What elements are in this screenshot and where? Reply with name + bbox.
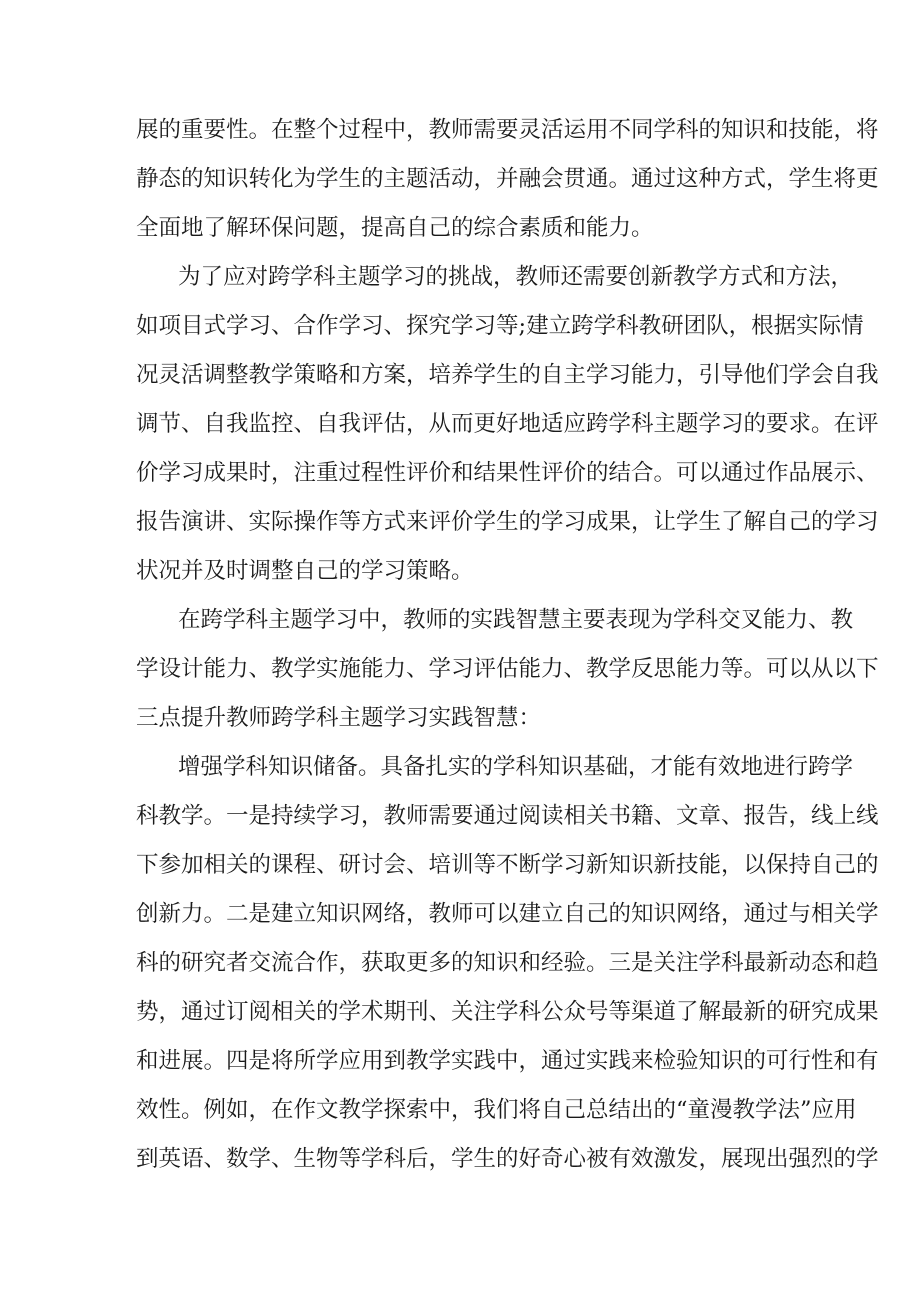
text-line: 价学习成果时，注重过程性评价和结果性评价的结合。可以通过作品展示、 [136,460,879,486]
text-line: 效性。例如，在作文教学探索中，我们将自己总结出的“童漫教学法”应用 [136,1097,857,1123]
text-line: 况灵活调整教学策略和方案，培养学生的自主学习能力，引导他们学会自我 [136,362,879,388]
text-line: 三点提升教师跨学科主题学习实践智慧： [136,705,542,731]
text-line: 到英语、数学、生物等学科后，学生的好奇心被有效激发，展现出强烈的学 [136,1146,879,1172]
text-line: 静态的知识转化为学生的主题活动，并融会贯通。通过这种方式，学生将更 [136,166,879,192]
text-line: 下参加相关的课程、研讨会、培训等不断学习新知识新技能，以保持自己的 [136,852,879,878]
text-line: 创新力。二是建立知识网络，教师可以建立自己的知识网络，通过与相关学 [136,901,879,927]
text-line: 展的重要性。在整个过程中，教师需要灵活运用不同学科的知识和技能，将 [136,117,879,143]
text-line: 势，通过订阅相关的学术期刊、关注学科公众号等渠道了解最新的研究成果 [136,999,879,1025]
text-line: 调节、自我监控、自我评估，从而更好地适应跨学科主题学习的要求。在评 [136,411,879,437]
text-line: 学设计能力、教学实施能力、学习评估能力、教学反思能力等。可以从以下 [136,656,879,682]
text-line: 全面地了解环保问题，提高自己的综合素质和能力。 [136,215,654,241]
text-line: 和进展。四是将所学应用到教学实践中，通过实践来检验知识的可行性和有 [136,1048,879,1074]
text-line: 科的研究者交流合作，获取更多的知识和经验。三是关注学科最新动态和趋 [136,950,879,976]
text-line: 如项目式学习、合作学习、探究学习等;建立跨学科教研团队，根据实际情 [136,313,864,339]
paragraph-first-line: 在跨学科主题学习中，教师的实践智慧主要表现为学科交叉能力、教 [178,607,854,633]
text-line: 报告演讲、实际操作等方式来评价学生的学习成果，让学生了解自己的学习 [136,509,879,535]
text-line: 状况并及时调整自己的学习策略。 [136,558,474,584]
text-line: 科教学。一是持续学习，教师需要通过阅读相关书籍、文章、报告，线上线 [136,803,879,829]
paragraph-first-line: 为了应对跨学科主题学习的挑战，教师还需要创新教学方式和方法， [178,264,854,290]
paragraph-first-line: 增强学科知识储备。具备扎实的学科知识基础，才能有效地进行跨学 [178,754,854,780]
